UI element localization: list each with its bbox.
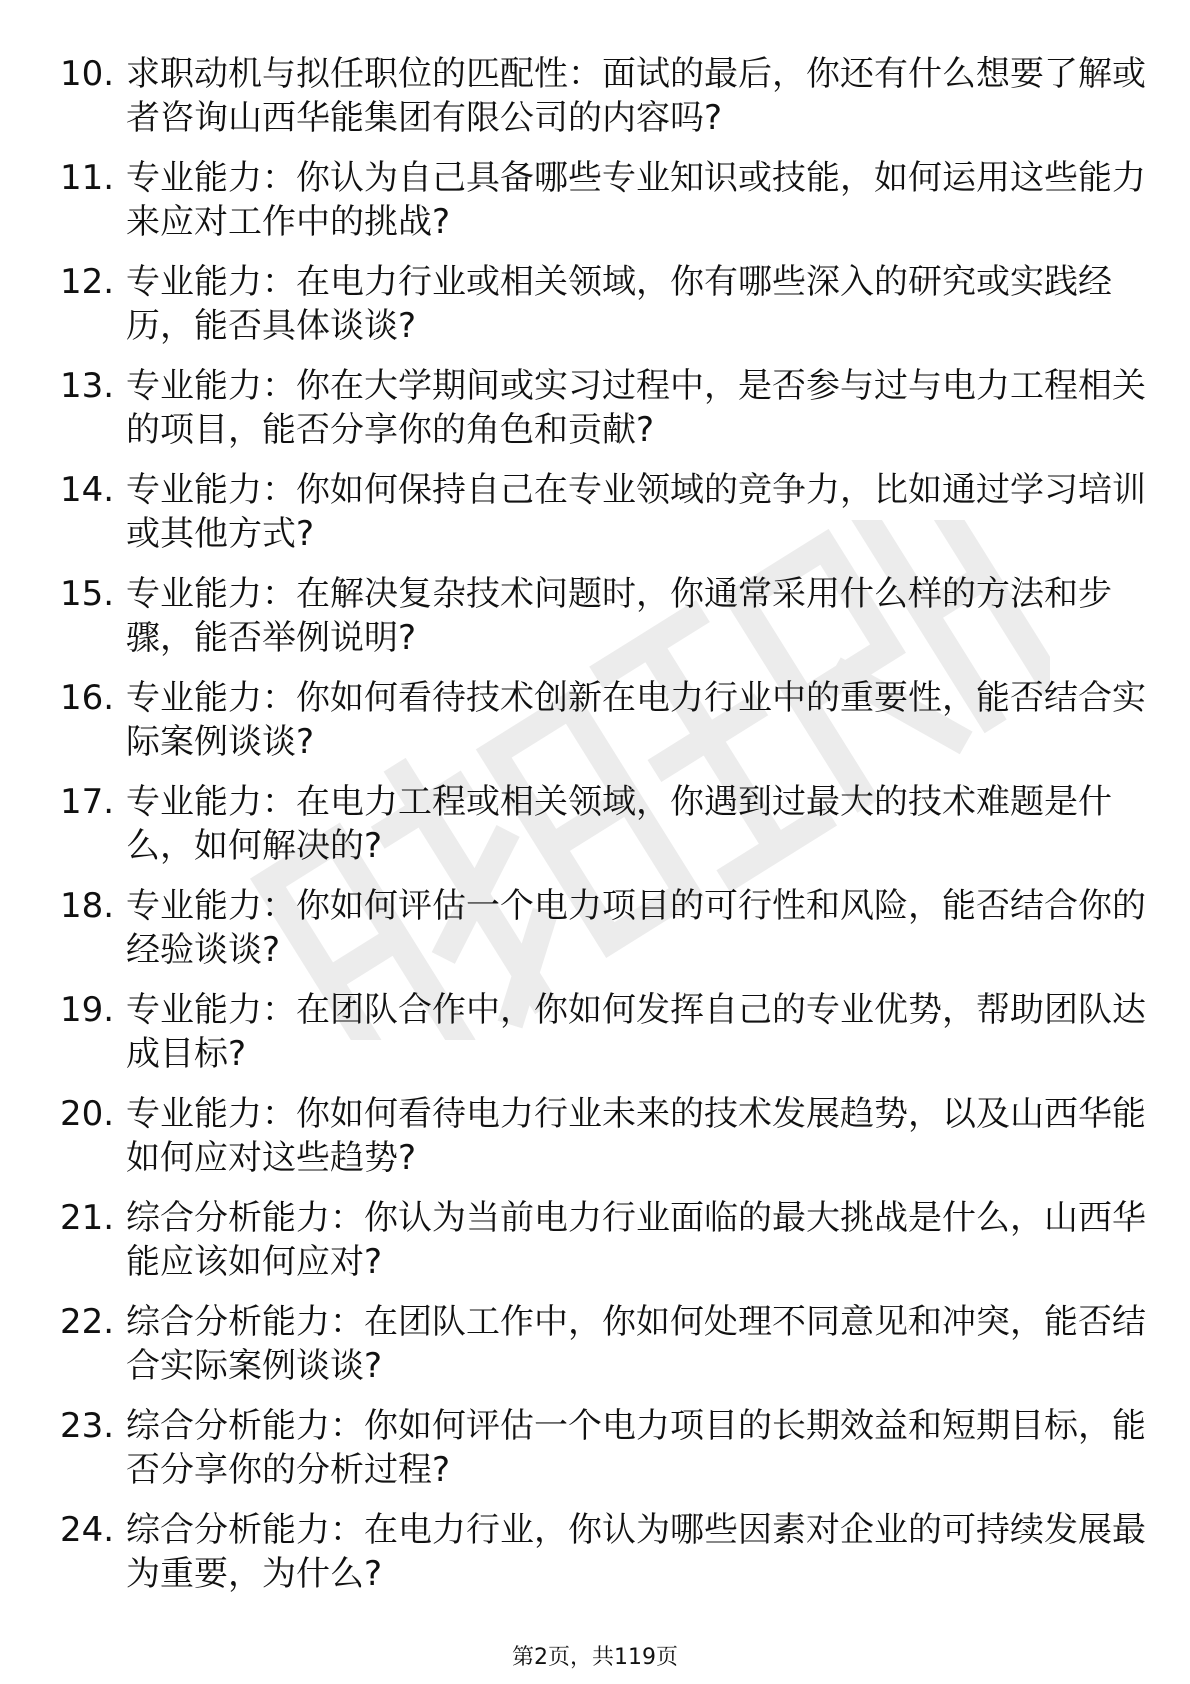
question-number: 17. <box>60 782 115 822</box>
question-text: 专业能力：在电力工程或相关领域，你遇到过最大的技术难题是什么，如何解决的? <box>126 782 1112 866</box>
question-text: 专业能力：你如何评估一个电力项目的可行性和风险，能否结合你的经验谈谈? <box>126 886 1146 970</box>
question-text: 综合分析能力：在团队工作中，你如何处理不同意见和冲突，能否结合实际案例谈谈? <box>126 1302 1146 1386</box>
question-text: 专业能力：你如何看待技术创新在电力行业中的重要性，能否结合实际案例谈谈? <box>126 678 1146 762</box>
question-number: 15. <box>60 574 115 614</box>
page-number-label: 第2页，共119页 <box>512 1645 678 1670</box>
question-list <box>60 52 1146 1612</box>
question-number: 10. <box>60 54 115 94</box>
question-text: 综合分析能力：你认为当前电力行业面临的最大挑战是什么，山西华能应该如何应对? <box>126 1198 1146 1282</box>
question-text: 专业能力：在电力行业或相关领域，你有哪些深入的研究或实践经历，能否具体谈谈? <box>126 262 1112 346</box>
question-number: 13. <box>60 366 115 406</box>
question-item <box>60 572 1140 676</box>
question-number: 19. <box>60 990 115 1030</box>
question-text: 专业能力：你如何看待电力行业未来的技术发展趋势，以及山西华能如何应对这些趋势? <box>126 1094 1146 1178</box>
question-item <box>60 988 1146 1092</box>
question-text: 专业能力：在解决复杂技术问题时，你通常采用什么样的方法和步骤，能否举例说明? <box>126 574 1112 658</box>
question-number: 14. <box>60 470 115 510</box>
question-item <box>60 52 1146 156</box>
question-item <box>60 1196 1146 1300</box>
question-item <box>60 1508 1146 1612</box>
question-item <box>60 780 1140 884</box>
question-text: 综合分析能力：你如何评估一个电力项目的长期效益和短期目标，能否分享你的分析过程? <box>126 1406 1146 1490</box>
question-item <box>60 1092 1146 1196</box>
question-number: 24. <box>60 1510 115 1550</box>
question-item <box>60 156 1146 260</box>
question-text: 专业能力：你认为自己具备哪些专业知识或技能，如何运用这些能力来应对工作中的挑战? <box>126 158 1146 242</box>
question-number: 21. <box>60 1198 115 1238</box>
question-item <box>60 1404 1146 1508</box>
question-item <box>60 260 1140 364</box>
question-text: 综合分析能力：在电力行业，你认为哪些因素对企业的可持续发展最为重要，为什么? <box>126 1510 1146 1594</box>
question-item <box>60 884 1146 988</box>
page-footer <box>0 1640 1190 1671</box>
question-number: 23. <box>60 1406 115 1446</box>
question-text: 专业能力：在团队合作中，你如何发挥自己的专业优势，帮助团队达成目标? <box>126 990 1146 1074</box>
question-item <box>60 676 1146 780</box>
question-text: 专业能力：你在大学期间或实习过程中，是否参与过与电力工程相关的项目，能否分享你的角色和贡献? <box>126 366 1146 450</box>
question-text: 求职动机与拟任职位的匹配性：面试的最后，你还有什么想要了解或者咨询山西华能集团有限公司的内容吗? <box>126 54 1146 138</box>
question-number: 22. <box>60 1302 115 1342</box>
question-number: 18. <box>60 886 115 926</box>
question-text: 专业能力：你如何保持自己在专业领域的竞争力，比如通过学习培训或其他方式? <box>126 470 1146 554</box>
question-number: 11. <box>60 158 115 198</box>
question-item <box>60 468 1146 572</box>
question-item <box>60 1300 1146 1404</box>
question-number: 20. <box>60 1094 115 1134</box>
question-item <box>60 364 1146 468</box>
question-number: 16. <box>60 678 115 718</box>
question-number: 12. <box>60 262 115 302</box>
